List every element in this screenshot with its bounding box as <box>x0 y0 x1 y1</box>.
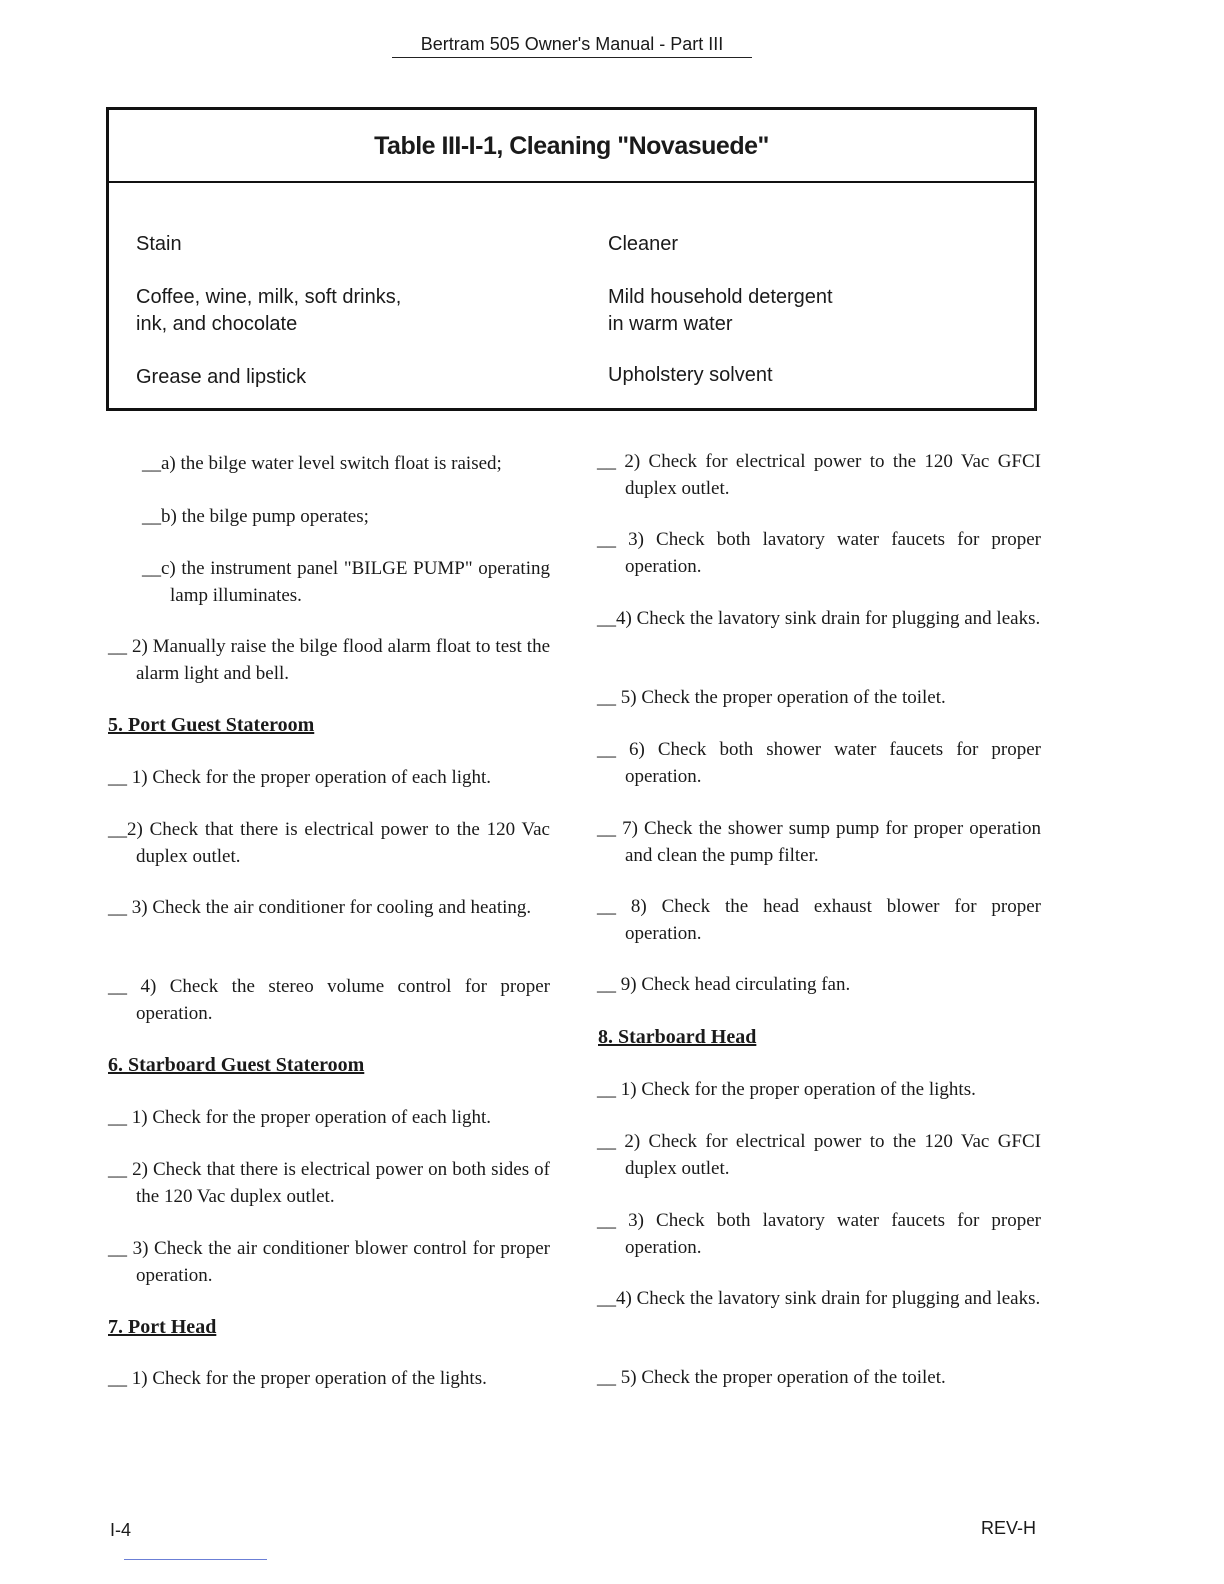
table-cell-cleaner: Upholstery solvent <box>608 364 773 386</box>
checklist-item: __ 3) Check both lavatory water faucets for proper operation. <box>597 529 1041 577</box>
checklist-item: __ 3) Check both lavatory water faucets for proper operation. <box>597 1210 1041 1258</box>
checklist-item: __ 8) Check the head exhaust blower for proper operation. <box>597 896 1041 944</box>
checklist-item: __ 1) Check for the proper operation of the lights. <box>597 1079 976 1100</box>
checklist-item: __ 6) Check both shower water faucets for proper operation. <box>597 739 1041 787</box>
checklist-item: __4) Check the lavatory sink drain for plugging and leaks. <box>597 1288 1041 1309</box>
checklist-item: __ 1) Check for the proper operation of each light. <box>108 1107 492 1128</box>
checklist-item-c: __c) the instrument panel "BILGE PUMP" operating lamp illuminates. <box>142 558 550 606</box>
table-cell-stain: Grease and lipstick <box>136 366 307 388</box>
checklist-item: __ 3) Check the air conditioner for cooling and heating. <box>108 897 532 918</box>
checklist-item-a: __a) the bilge water level switch float is raised; <box>142 453 502 474</box>
checklist-item: __ 7) Check the shower sump pump for proper operation and clean the pump filter. <box>597 818 1041 866</box>
checklist-item: __ 3) Check the air conditioner blower control for proper operation. <box>108 1238 550 1286</box>
checklist-item: __ 2) Check for electrical power to the 120 Vac GFCI duplex outlet. <box>597 1131 1041 1179</box>
cleaner-column-header: Cleaner <box>608 233 679 255</box>
checklist-item: __ 9) Check head circulating fan. <box>597 974 851 995</box>
checklist-item: __ 2) Manually raise the bilge flood alarm float to test the alarm light and bell. <box>108 636 550 684</box>
table-cell-cleaner: Mild household detergent in warm water <box>608 286 833 335</box>
footer-rule <box>124 1559 267 1560</box>
checklist-item: __ 4) Check the stereo volume control for proper operation. <box>108 976 550 1024</box>
page-header: Bertram 505 Owner's Manual - Part III <box>392 34 752 58</box>
revision-label: REV-H <box>981 1518 1037 1538</box>
checklist-item: __ 5) Check the proper operation of the toilet. <box>597 1367 946 1388</box>
section-heading-port-head: 7. Port Head <box>108 1316 217 1338</box>
checklist-item: __ 1) Check for the proper operation of each light. <box>108 767 492 788</box>
section-heading-starboard-guest-stateroom: 6. Starboard Guest Stateroom <box>108 1054 365 1076</box>
checklist-item: __2) Check that there is electrical power to the 120 Vac duplex outlet. <box>108 819 550 867</box>
checklist-item: __ 1) Check for the proper operation of the lights. <box>108 1368 487 1389</box>
table-title: Table III-I-1, Cleaning "Novasuede" <box>109 110 1034 183</box>
stain-column-header: Stain <box>136 233 182 255</box>
cleaning-table <box>106 107 1037 411</box>
checklist-item: __4) Check the lavatory sink drain for plugging and leaks. <box>597 608 1041 629</box>
checklist-item: __ 2) Check for electrical power to the 120 Vac GFCI duplex outlet. <box>597 451 1041 499</box>
table-cell-stain: Coffee, wine, milk, soft drinks, ink, and chocolate <box>136 286 402 335</box>
section-heading-starboard-head: 8. Starboard Head <box>598 1026 757 1048</box>
page-number: I-4 <box>110 1520 132 1540</box>
checklist-item: __ 5) Check the proper operation of the toilet. <box>597 687 946 708</box>
section-heading-port-guest-stateroom: 5. Port Guest Stateroom <box>108 714 315 736</box>
checklist-item: __ 2) Check that there is electrical power on both sides of the 120 Vac duplex outlet. <box>108 1159 550 1207</box>
checklist-item-b: __b) the bilge pump operates; <box>142 506 369 527</box>
